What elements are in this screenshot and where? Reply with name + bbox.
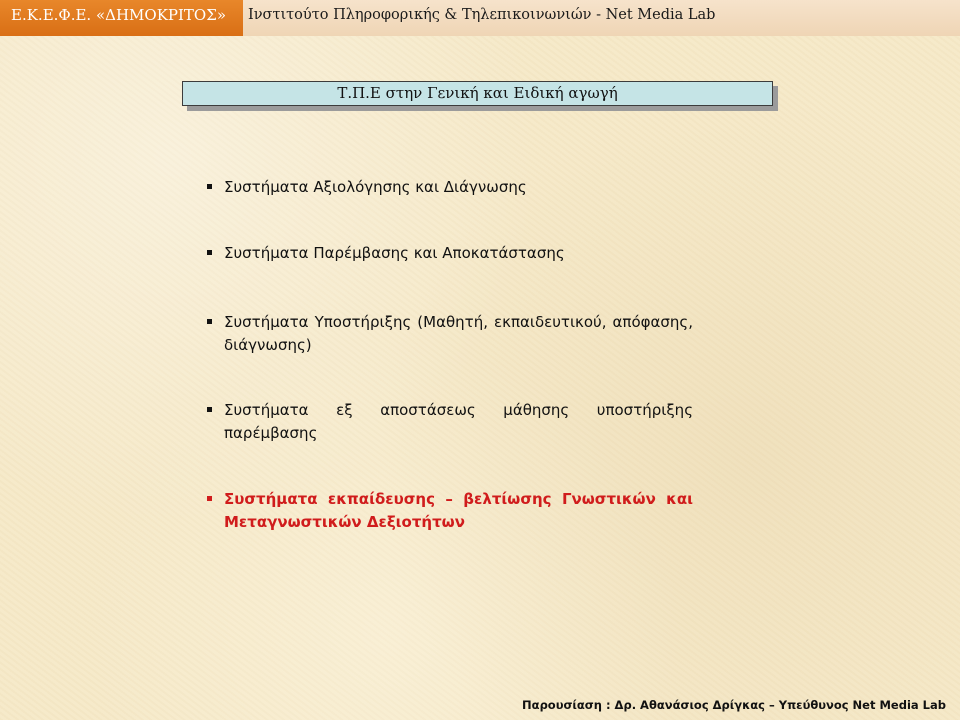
bullet-item-assessment	[207, 176, 693, 199]
footer-credit: Παρουσίαση : Δρ. Αθανάσιος Δρίγκας – Υπεύθυνος Net Media Lab	[522, 698, 946, 712]
bullet-text: Συστήματα εξ αποστάσεως μάθησης υποστήριξης παρέμβασης	[224, 401, 693, 442]
square-bullet-icon	[207, 319, 212, 324]
header-institute: Ινστιτούτο Πληροφορικής & Τηλεπικοινωνιών - Net Media Lab	[248, 7, 716, 23]
bullet-item-intervention	[207, 242, 693, 265]
bullet-text: Συστήματα Παρέμβασης και Αποκατάστασης	[224, 244, 565, 262]
bullet-text: Συστήματα Υποστήριξης (Μαθητή, εκπαιδευτικού, απόφασης, διάγνωσης)	[224, 313, 693, 354]
bullet-text: Συστήματα εκπαίδευσης – βελτίωσης Γνωστικών και Μεταγνωστικών Δεξιοτήτων	[224, 490, 693, 531]
square-bullet-icon	[207, 407, 212, 412]
bullet-item-cognitive-training	[207, 488, 693, 534]
square-bullet-icon	[207, 250, 212, 255]
square-bullet-icon	[207, 496, 212, 501]
bullet-text: Συστήματα Αξιολόγησης και Διάγνωσης	[224, 178, 527, 196]
header-organization: Ε.Κ.Ε.Φ.Ε. «ΔΗΜΟΚΡΙΤΟΣ»	[0, 0, 243, 36]
square-bullet-icon	[207, 184, 212, 189]
bullet-item-distance-learning	[207, 399, 693, 445]
bullet-item-support	[207, 311, 693, 357]
header-band	[0, 0, 960, 36]
slide-title: Τ.Π.Ε στην Γενική και Ειδική αγωγή	[182, 81, 773, 106]
